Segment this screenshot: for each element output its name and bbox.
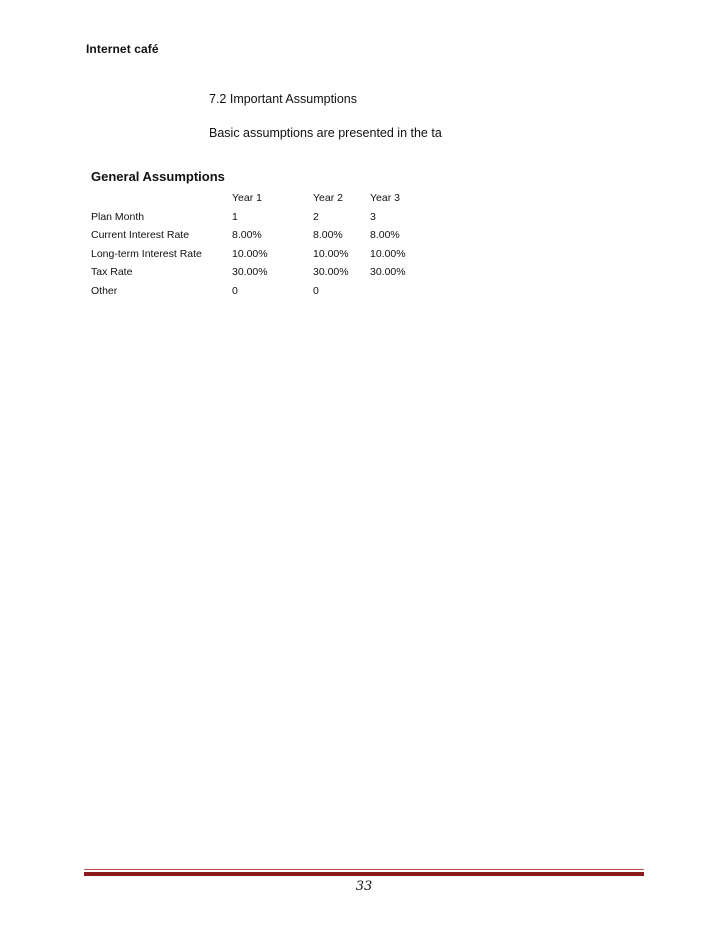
table-row — [91, 263, 420, 282]
footer-divider-thick — [84, 872, 644, 876]
table-header-row — [91, 189, 420, 208]
table-cell: 30.00% — [370, 266, 406, 279]
table-cell: 2 — [313, 210, 319, 223]
table-cell: 1 — [232, 210, 238, 223]
column-header: Year 2 — [313, 192, 343, 205]
table-cell: 10.00% — [313, 247, 349, 260]
table-cell: 0 — [313, 284, 319, 297]
intro-paragraph: Basic assumptions are presented in the ta — [209, 126, 442, 140]
table-cell: 3 — [370, 210, 376, 223]
row-label: Plan Month — [91, 210, 145, 223]
general-assumptions-table — [91, 189, 420, 300]
table-row — [91, 282, 420, 301]
table-row — [91, 208, 420, 227]
column-header — [91, 189, 232, 208]
table-row — [91, 245, 420, 264]
table-cell: 0 — [232, 284, 238, 297]
table-row — [91, 226, 420, 245]
table-title: General Assumptions — [91, 169, 225, 184]
table-cell: 10.00% — [232, 247, 268, 260]
row-label: Current Interest Rate — [91, 229, 190, 242]
table-cell: 8.00% — [232, 229, 262, 242]
table-cell — [370, 282, 420, 301]
column-header: Year 1 — [232, 192, 262, 205]
page-number: 33 — [355, 879, 373, 894]
column-header: Year 3 — [370, 192, 400, 205]
footer-divider-thin — [84, 869, 644, 870]
table-cell: 8.00% — [370, 229, 400, 242]
running-header-title: Internet café — [86, 42, 159, 56]
table-cell: 10.00% — [370, 247, 406, 260]
table-cell: 8.00% — [313, 229, 343, 242]
table-cell: 30.00% — [313, 266, 349, 279]
row-label: Long-term Interest Rate — [91, 247, 202, 260]
table-cell: 30.00% — [232, 266, 268, 279]
section-heading: 7.2 Important Assumptions — [209, 92, 357, 106]
row-label: Other — [91, 284, 118, 297]
row-label: Tax Rate — [91, 266, 133, 279]
